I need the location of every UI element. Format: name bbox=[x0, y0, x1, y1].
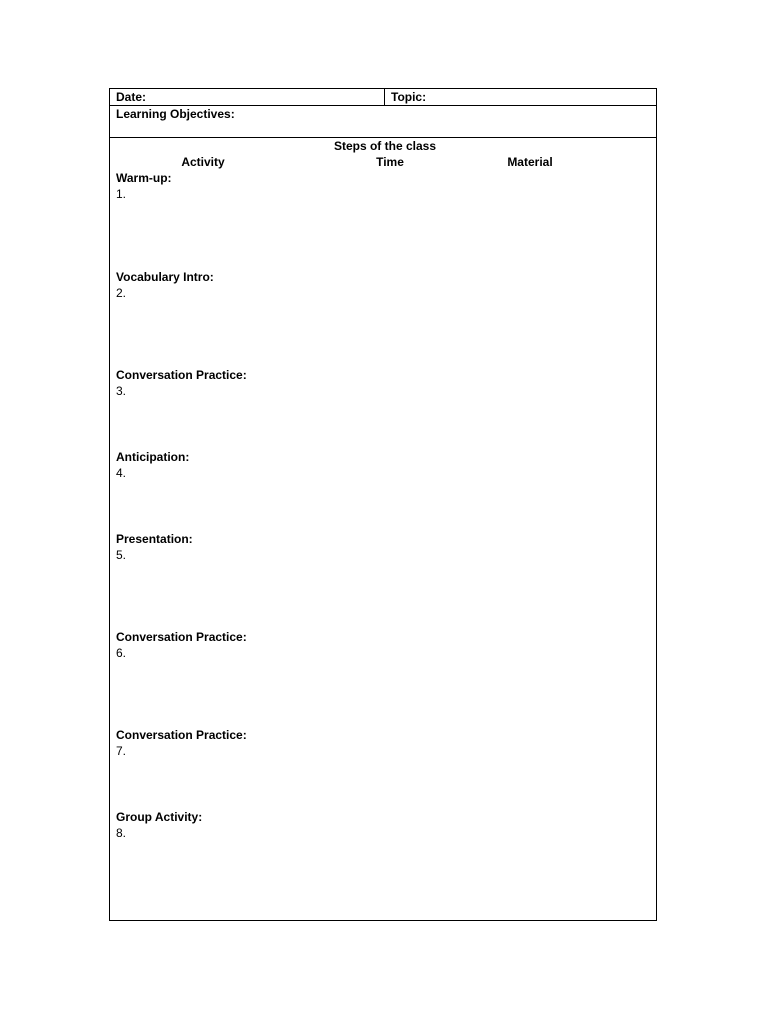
step-name: Conversation Practice: bbox=[116, 368, 247, 382]
steps-title: Steps of the class bbox=[333, 139, 437, 153]
steps-section bbox=[110, 138, 656, 920]
step-anticipation bbox=[116, 449, 189, 481]
step-number: 7. bbox=[116, 744, 127, 758]
time-column-header: Time bbox=[376, 155, 404, 169]
lesson-plan-table bbox=[109, 88, 657, 921]
date-label: Date: bbox=[116, 90, 147, 104]
step-conversation-practice-3 bbox=[116, 727, 247, 759]
step-number: 5. bbox=[116, 548, 127, 562]
step-presentation bbox=[116, 531, 193, 563]
step-name: Conversation Practice: bbox=[116, 630, 247, 644]
header-row bbox=[110, 89, 656, 106]
step-name: Conversation Practice: bbox=[116, 728, 247, 742]
objectives-row bbox=[110, 106, 656, 138]
activity-column-header: Activity bbox=[181, 155, 225, 169]
step-number: 1. bbox=[116, 187, 127, 201]
objectives-label: Learning Objectives: bbox=[116, 107, 235, 121]
step-vocabulary-intro bbox=[116, 269, 214, 301]
step-number: 3. bbox=[116, 384, 127, 398]
date-cell bbox=[110, 89, 385, 105]
step-number: 2. bbox=[116, 286, 127, 300]
step-name: Vocabulary Intro: bbox=[116, 270, 214, 284]
step-name: Presentation: bbox=[116, 532, 193, 546]
step-conversation-practice-2 bbox=[116, 629, 247, 661]
step-name: Warm-up: bbox=[116, 171, 172, 185]
step-name: Anticipation: bbox=[116, 450, 190, 464]
material-column-header: Material bbox=[507, 155, 553, 169]
step-warm-up bbox=[116, 170, 172, 202]
step-number: 8. bbox=[116, 826, 127, 840]
step-conversation-practice-1 bbox=[116, 367, 247, 399]
step-number: 4. bbox=[116, 466, 127, 480]
step-group-activity bbox=[116, 809, 202, 841]
step-name: Group Activity: bbox=[116, 810, 203, 824]
step-number: 6. bbox=[116, 646, 127, 660]
topic-label: Topic: bbox=[391, 90, 427, 104]
topic-cell bbox=[385, 89, 656, 105]
